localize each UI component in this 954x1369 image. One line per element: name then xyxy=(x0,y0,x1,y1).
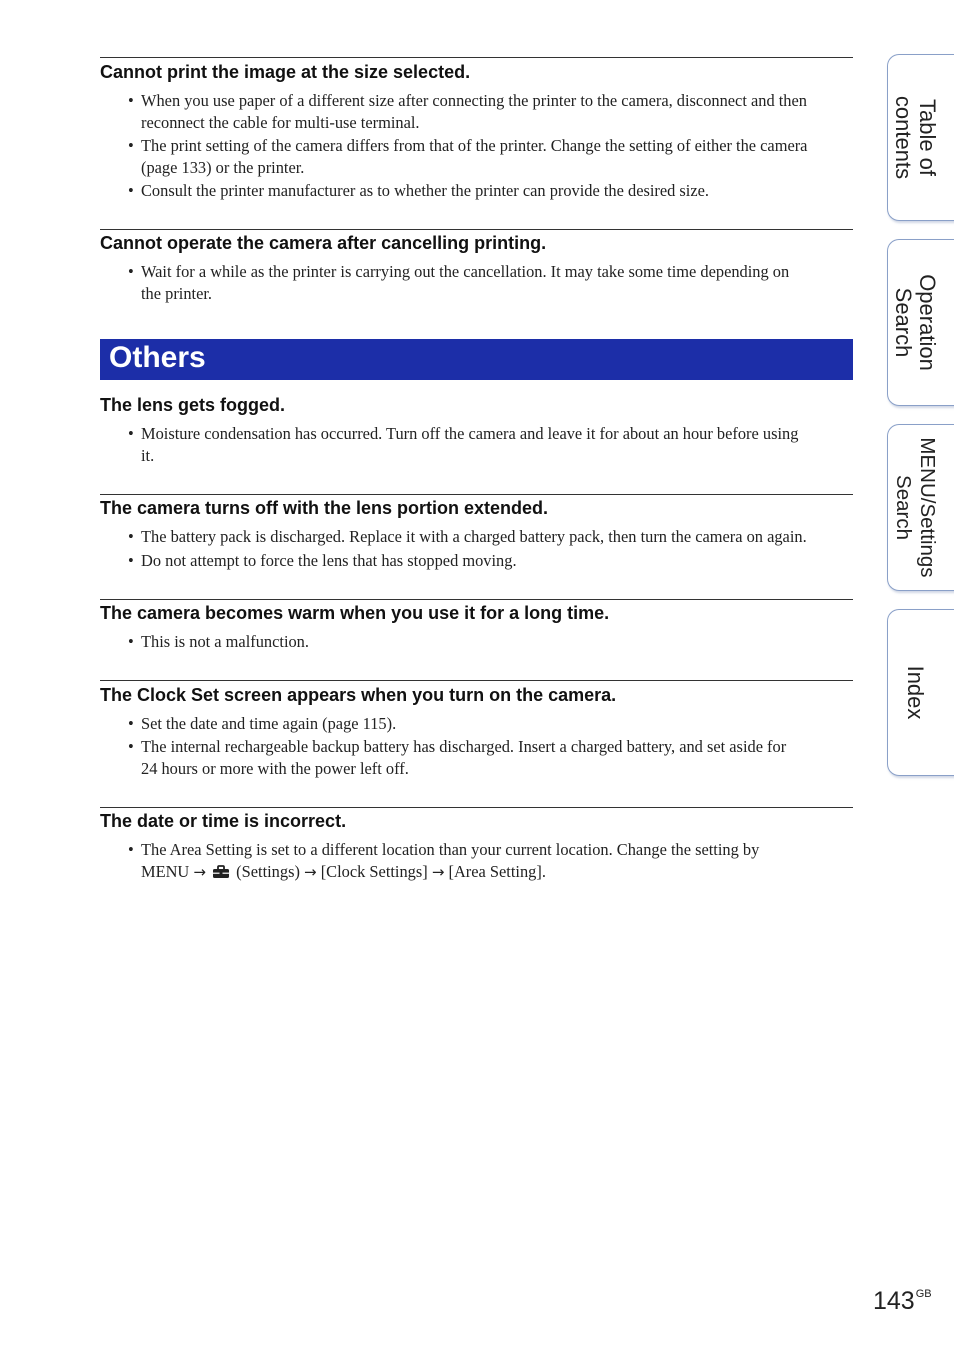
list-item: • When you use paper of a different size after connecting the printer to the camera, disconnect and then reconnect the cable for multi-use terminal. xyxy=(128,91,807,132)
page-number: $143^{GB}$ xyxy=(873,1287,932,1315)
list-item: • Set the date and time again (page 115). xyxy=(128,714,397,733)
arrow-right-icon: → xyxy=(431,863,445,881)
section-heading: The Clock Set screen appears when you turn on the camera. xyxy=(100,685,617,705)
section-divider xyxy=(100,807,853,808)
section-divider xyxy=(100,494,853,495)
list-item: • This is not a malfunction. xyxy=(128,632,309,651)
section-divider xyxy=(100,57,853,58)
section-heading: The camera turns off with the lens portion extended. xyxy=(100,498,549,518)
list-item: • Wait for a while as the printer is carrying out the cancellation. It may take some time depending on the printer. xyxy=(128,262,790,303)
list-item: • The battery pack is discharged. Replace it with a charged battery pack, then turn the camera on again. xyxy=(128,527,807,546)
section-heading: Cannot print the image at the size selected. xyxy=(100,62,471,82)
tab-operation-search[interactable]: Operation Search xyxy=(887,239,954,406)
section-divider xyxy=(100,229,853,230)
page-suffix: GB xyxy=(915,1288,932,1300)
list-item: • The internal rechargeable backup battery has discharged. Insert a charged battery, and set aside for 24 hours or more with the power left off. xyxy=(128,737,787,778)
banner-title: Others xyxy=(109,341,206,374)
arrow-right-icon: → xyxy=(193,863,206,881)
list-item: • Do not attempt to force the lens that has stopped moving. xyxy=(128,551,517,570)
section-divider xyxy=(100,599,853,600)
arrow-right-icon: → xyxy=(304,863,317,881)
section-heading: Cannot operate the camera after cancelling printing. xyxy=(100,233,547,253)
list-item: • Consult the printer manufacturer as to whether the printer can provide the desired size. xyxy=(128,181,710,200)
toolbox-icon xyxy=(212,865,230,879)
tab-index[interactable]: Index xyxy=(887,609,954,776)
section-heading: The lens gets fogged. xyxy=(100,395,286,415)
tab-table-of-contents[interactable]: Table of contents xyxy=(887,54,954,221)
list-item: • Moisture condensation has occurred. Turn off the camera and leave it for about an hour before using it. xyxy=(128,424,799,465)
list-item: • The print setting of the camera differs from that of the printer. Change the setting of either the camera (page 133) or the printer. xyxy=(128,136,808,177)
others-banner xyxy=(100,339,853,380)
section-heading: The date or time is incorrect. xyxy=(100,811,347,831)
tab-menu-settings-search[interactable]: MENU/Settings Search xyxy=(887,424,954,591)
list-item: • The Area Setting is set to a different location than your current location. Change the setting by MENU → (Settings) → [Clock Settings] → [Area Setting]. xyxy=(128,840,760,881)
section-divider xyxy=(100,680,853,681)
section-heading: The camera becomes warm when you use it for a long time. xyxy=(100,603,610,623)
